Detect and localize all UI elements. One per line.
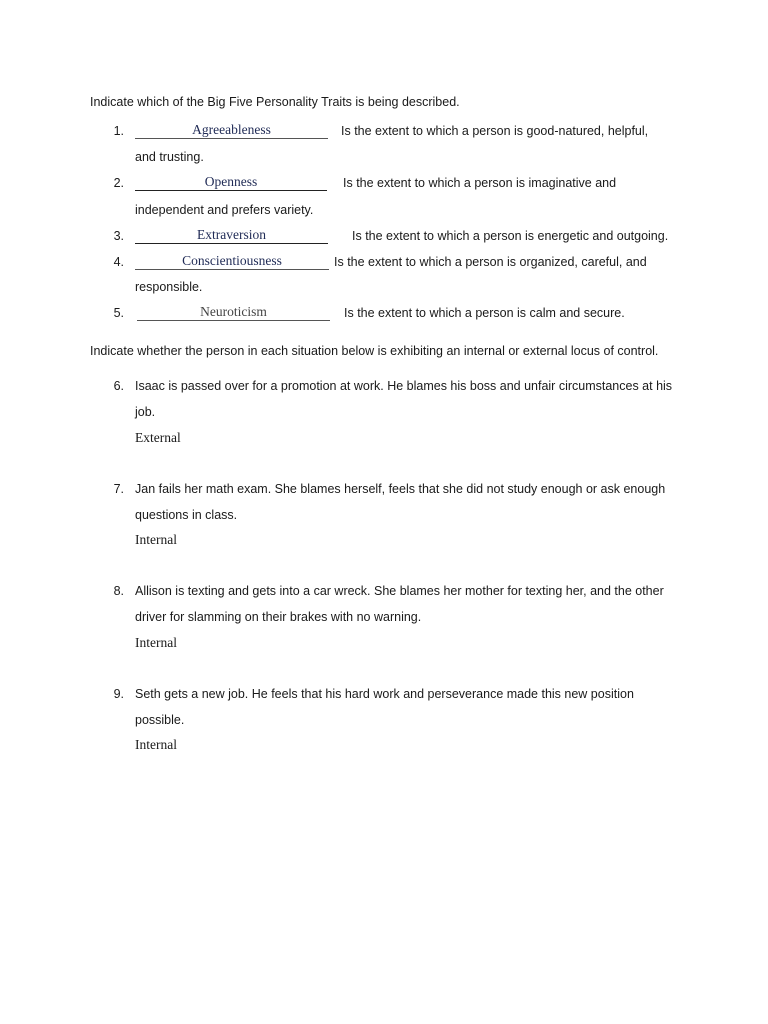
section1-instruction: Indicate which of the Big Five Personality Traits is being described. [90, 95, 460, 109]
item-number: 2. [113, 176, 124, 190]
locus-answer: External [135, 430, 181, 445]
situation-text-cont: questions in class. [135, 508, 238, 522]
item-description-cont: independent and prefers variety. [135, 203, 314, 217]
item-number: 7. [113, 482, 124, 496]
situation-text: Seth gets a new job. He feels that his hard work and perseverance made this new position [135, 687, 634, 701]
item-description: Is the extent to which a person is calm and secure. [344, 306, 625, 320]
item-number: 1. [113, 124, 124, 138]
situation-text: Allison is texting and gets into a car wreck. She blames her mother for texting her, and the other [135, 584, 664, 598]
answer-blank: Openness [135, 174, 327, 191]
item-description-cont: responsible. [135, 280, 203, 294]
answer-blank: Agreeableness [135, 122, 328, 139]
item-number: 8. [113, 584, 124, 598]
item-number: 5. [113, 306, 124, 320]
item-description: Is the extent to which a person is good-natured, helpful, [341, 124, 649, 138]
item-description: Is the extent to which a person is energetic and outgoing. [352, 229, 669, 243]
section2-instruction: Indicate whether the person in each situation below is exhibiting an internal or external locus of control. [90, 344, 659, 358]
item-description: Is the extent to which a person is organized, careful, and [334, 255, 647, 269]
situation-text: Jan fails her math exam. She blames herself, feels that she did not study enough or ask enough [135, 482, 666, 496]
locus-answer: Internal [135, 737, 177, 752]
item-description: Is the extent to which a person is imaginative and [343, 176, 617, 190]
situation-text: Isaac is passed over for a promotion at work. He blames his boss and unfair circumstances at his [135, 379, 673, 393]
answer-blank: Extraversion [135, 227, 328, 244]
item-number: 4. [113, 255, 124, 269]
situation-text-cont: driver for slamming on their brakes with no warning. [135, 610, 422, 624]
situation-text-cont: job. [135, 405, 156, 419]
situation-text-cont: possible. [135, 713, 185, 727]
item-number: 3. [113, 229, 124, 243]
answer-blank: Conscientiousness [135, 253, 329, 270]
item-description-cont: and trusting. [135, 150, 204, 164]
item-number: 6. [113, 379, 124, 393]
locus-answer: Internal [135, 532, 177, 547]
answer-blank: Neuroticism [137, 304, 330, 321]
item-number: 9. [113, 687, 124, 701]
locus-answer: Internal [135, 635, 177, 650]
